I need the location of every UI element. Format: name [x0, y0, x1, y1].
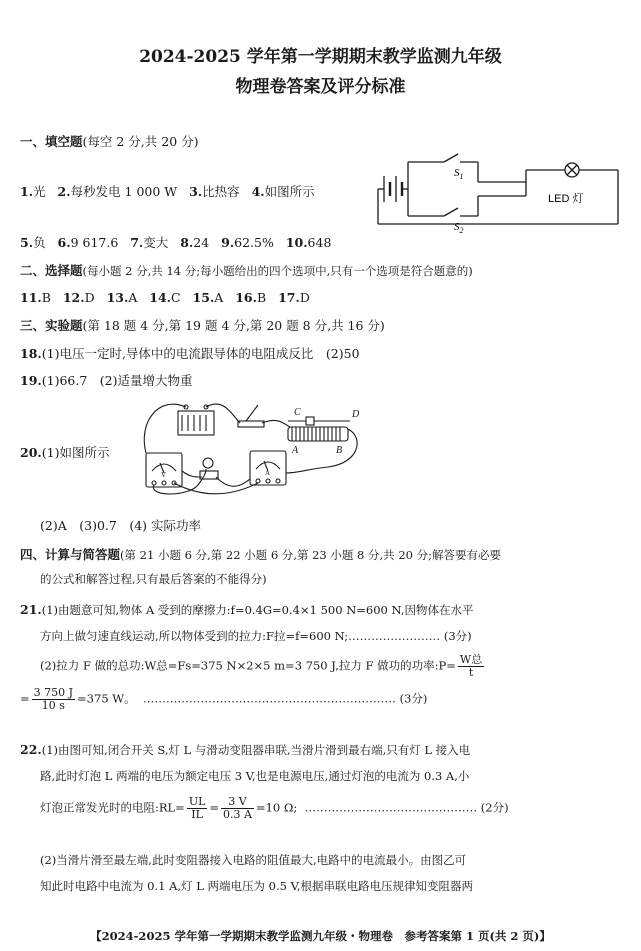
- q19-answer: (1)66.7 (2)适量增大物重: [41, 373, 193, 388]
- answer-text: B: [41, 290, 51, 305]
- q20-number: 20.: [20, 445, 42, 460]
- q21-number: 21.: [20, 602, 42, 617]
- answer-text: 如图所示: [264, 184, 315, 199]
- terminal-label-a: A: [292, 445, 299, 456]
- section3-heading-row: [20, 318, 385, 334]
- ammeter-label: A: [265, 469, 271, 477]
- answer-num: 16.: [235, 290, 257, 305]
- title-line-1: 2024-2025 学年第一学期期末教学监测九年级: [139, 47, 502, 67]
- answer-num: 1.: [20, 184, 34, 199]
- terminal-label-d: D: [352, 409, 360, 420]
- answer-num: 3.: [189, 184, 203, 199]
- answer-text: 9 617.6: [70, 235, 119, 250]
- answer-text: D: [299, 290, 310, 305]
- led-lamp-label: LED 灯: [548, 193, 584, 205]
- voltmeter-label: V: [161, 471, 167, 479]
- answer-text: 648: [307, 235, 332, 250]
- answer-num: 13.: [106, 290, 129, 305]
- answer-num: 17.: [278, 290, 300, 305]
- answer-text: 光: [33, 184, 46, 199]
- answer-text: 24: [193, 235, 210, 250]
- q21-text: 方向上做匀速直线运动,所以物体受到的拉力:F拉=f=600 N;: [40, 629, 349, 643]
- terminal-label-c: C: [294, 407, 301, 418]
- q20-answer-part2: (2)A (3)0.7 (4) 实际功率: [40, 518, 201, 533]
- section2-answers: [20, 290, 310, 306]
- answer-num: 15.: [192, 290, 215, 305]
- terminal-label-b: B: [336, 445, 343, 456]
- answer-num: 10.: [285, 235, 308, 250]
- section2-note: (每小题 2 分,共 14 分;每小题给出的四个选项中,只有一个选项是符合题意的): [82, 264, 473, 278]
- section1-heading-row: [20, 134, 199, 150]
- fraction: $\frac{3 750 J}{10 s}$: [33, 686, 74, 712]
- section2-heading: 二、选择题: [20, 263, 83, 278]
- answer-num: 6.: [57, 235, 71, 250]
- q22-text: (1)由图可知,闭合开关 S,灯 L 与滑动变阻器串联,当滑片滑到最右端,只有灯 L 接入电: [41, 743, 471, 757]
- q19-row: [20, 373, 193, 389]
- answer-num: 8.: [180, 235, 194, 250]
- answer-text: 62.5%: [234, 235, 274, 250]
- switch1-label: $S_1$: [454, 167, 464, 181]
- q20-row2: [40, 518, 201, 534]
- score-note: ………………………………………………………… (3分): [142, 691, 428, 706]
- q21-text: =375 W。: [77, 691, 136, 706]
- answer-num: 11.: [20, 290, 42, 305]
- q21-line3: [40, 654, 486, 679]
- q21-line4: = $\frac{3 750 J}{10 s}$ =375 W。 ………………………………………………………… (3分): [20, 686, 428, 712]
- answer-num: 2.: [57, 184, 71, 199]
- fraction: $\frac{3 V}{0.3 A}$: [223, 795, 252, 821]
- fraction: $\frac{\text{W总}}{t}$: [459, 653, 483, 679]
- q20-row: [20, 445, 109, 461]
- answer-text: A: [128, 290, 138, 305]
- score-note: …………………… (3分): [348, 629, 472, 643]
- q21-line1: [20, 602, 473, 618]
- q22-number: 22.: [20, 742, 42, 757]
- section1-answers-row1: [20, 184, 315, 200]
- page-footer: 【2024-2025 学年第一学期期末教学监测九年级・物理卷 参考答案第 1 页(共 2 页)】: [90, 929, 551, 943]
- q22-text: 灯泡正常发光时的电阻:RL=: [40, 800, 185, 815]
- section1-answers-row2: [20, 235, 331, 251]
- answer-num: 9.: [221, 235, 235, 250]
- section2-heading-row: [20, 263, 473, 279]
- circuit-diagram: [378, 150, 628, 235]
- q18-row: [20, 346, 360, 362]
- section1-note: (每空 2 分,共 20 分): [82, 134, 199, 149]
- section4-note-line2: 的公式和解答过程,只有最后答案的不能得分): [40, 572, 267, 586]
- q22-line4: (2)当滑片滑至最左端,此时变阻器接入电路的阻值最大,电路中的电流最小。由图乙可: [40, 853, 467, 867]
- section4-heading: 四、计算与简答题: [20, 547, 121, 562]
- answer-text: 负: [33, 235, 46, 250]
- answer-text: 变大: [143, 235, 169, 250]
- q22-text: =10 Ω;: [255, 800, 298, 815]
- fraction: $\frac{UL}{IL}$: [188, 795, 206, 821]
- answer-num: 4.: [251, 184, 265, 199]
- q19-number: 19.: [20, 373, 42, 388]
- answer-num: 12.: [62, 290, 85, 305]
- answer-text: C: [171, 290, 181, 305]
- section4-note-line1: (第 21 小题 6 分,第 22 小题 6 分,第 23 小题 8 分,共 20 分;解答要有必要: [120, 548, 502, 562]
- title-line-2: 物理卷答案及评分标准: [235, 77, 406, 97]
- section4-heading-row: [20, 547, 501, 563]
- q22-line2: 路,此时灯泡 L 两端的电压为额定电压 3 V,也是电源电压,通过灯泡的电流为 0.3 A,小: [40, 769, 470, 783]
- section3-note: (第 18 题 4 分,第 19 题 4 分,第 20 题 8 分,共 16 分): [82, 318, 385, 333]
- answer-text: 比热容: [202, 184, 240, 199]
- experiment-circuit-figure: [128, 393, 368, 498]
- q21-line2: [40, 628, 472, 644]
- section3-heading: 三、实验题: [20, 318, 83, 333]
- q18-answer: (1)电压一定时,导体中的电流跟导体的电阻成反比 (2)50: [41, 346, 360, 361]
- answer-text: D: [84, 290, 95, 305]
- q22-line5: 知此时电路中电流为 0.1 A,灯 L 两端电压为 0.5 V,根据串联电路电压规律知变阻器两: [40, 879, 474, 893]
- q18-number: 18.: [20, 346, 42, 361]
- q21-text: (2)拉力 F 做的总功:W总=Fs=375 N×2×5 m=3 750 J,拉力 F 做功的功率:P=: [40, 658, 456, 673]
- answer-text: A: [214, 290, 224, 305]
- answer-text: B: [256, 290, 267, 305]
- answer-num: 5.: [20, 235, 34, 250]
- score-note: ……………………………………… (2分): [304, 800, 509, 815]
- q22-line3: [40, 796, 509, 821]
- answer-num: 7.: [130, 235, 144, 250]
- q20-answer-part1: (1)如图所示: [41, 445, 110, 460]
- equals-sign: =: [209, 800, 220, 815]
- q21-text: (1)由题意可知,物体 A 受到的摩擦力:f=0.4G=0.4×1 500 N=600 N,因物体在水平: [41, 603, 474, 617]
- answer-text: 每秒发电 1 000 W: [70, 184, 178, 199]
- answer-num: 14.: [149, 290, 172, 305]
- section1-heading: 一、填空题: [20, 134, 83, 149]
- switch2-label: $S_2$: [454, 221, 464, 235]
- q22-line1: [20, 742, 470, 758]
